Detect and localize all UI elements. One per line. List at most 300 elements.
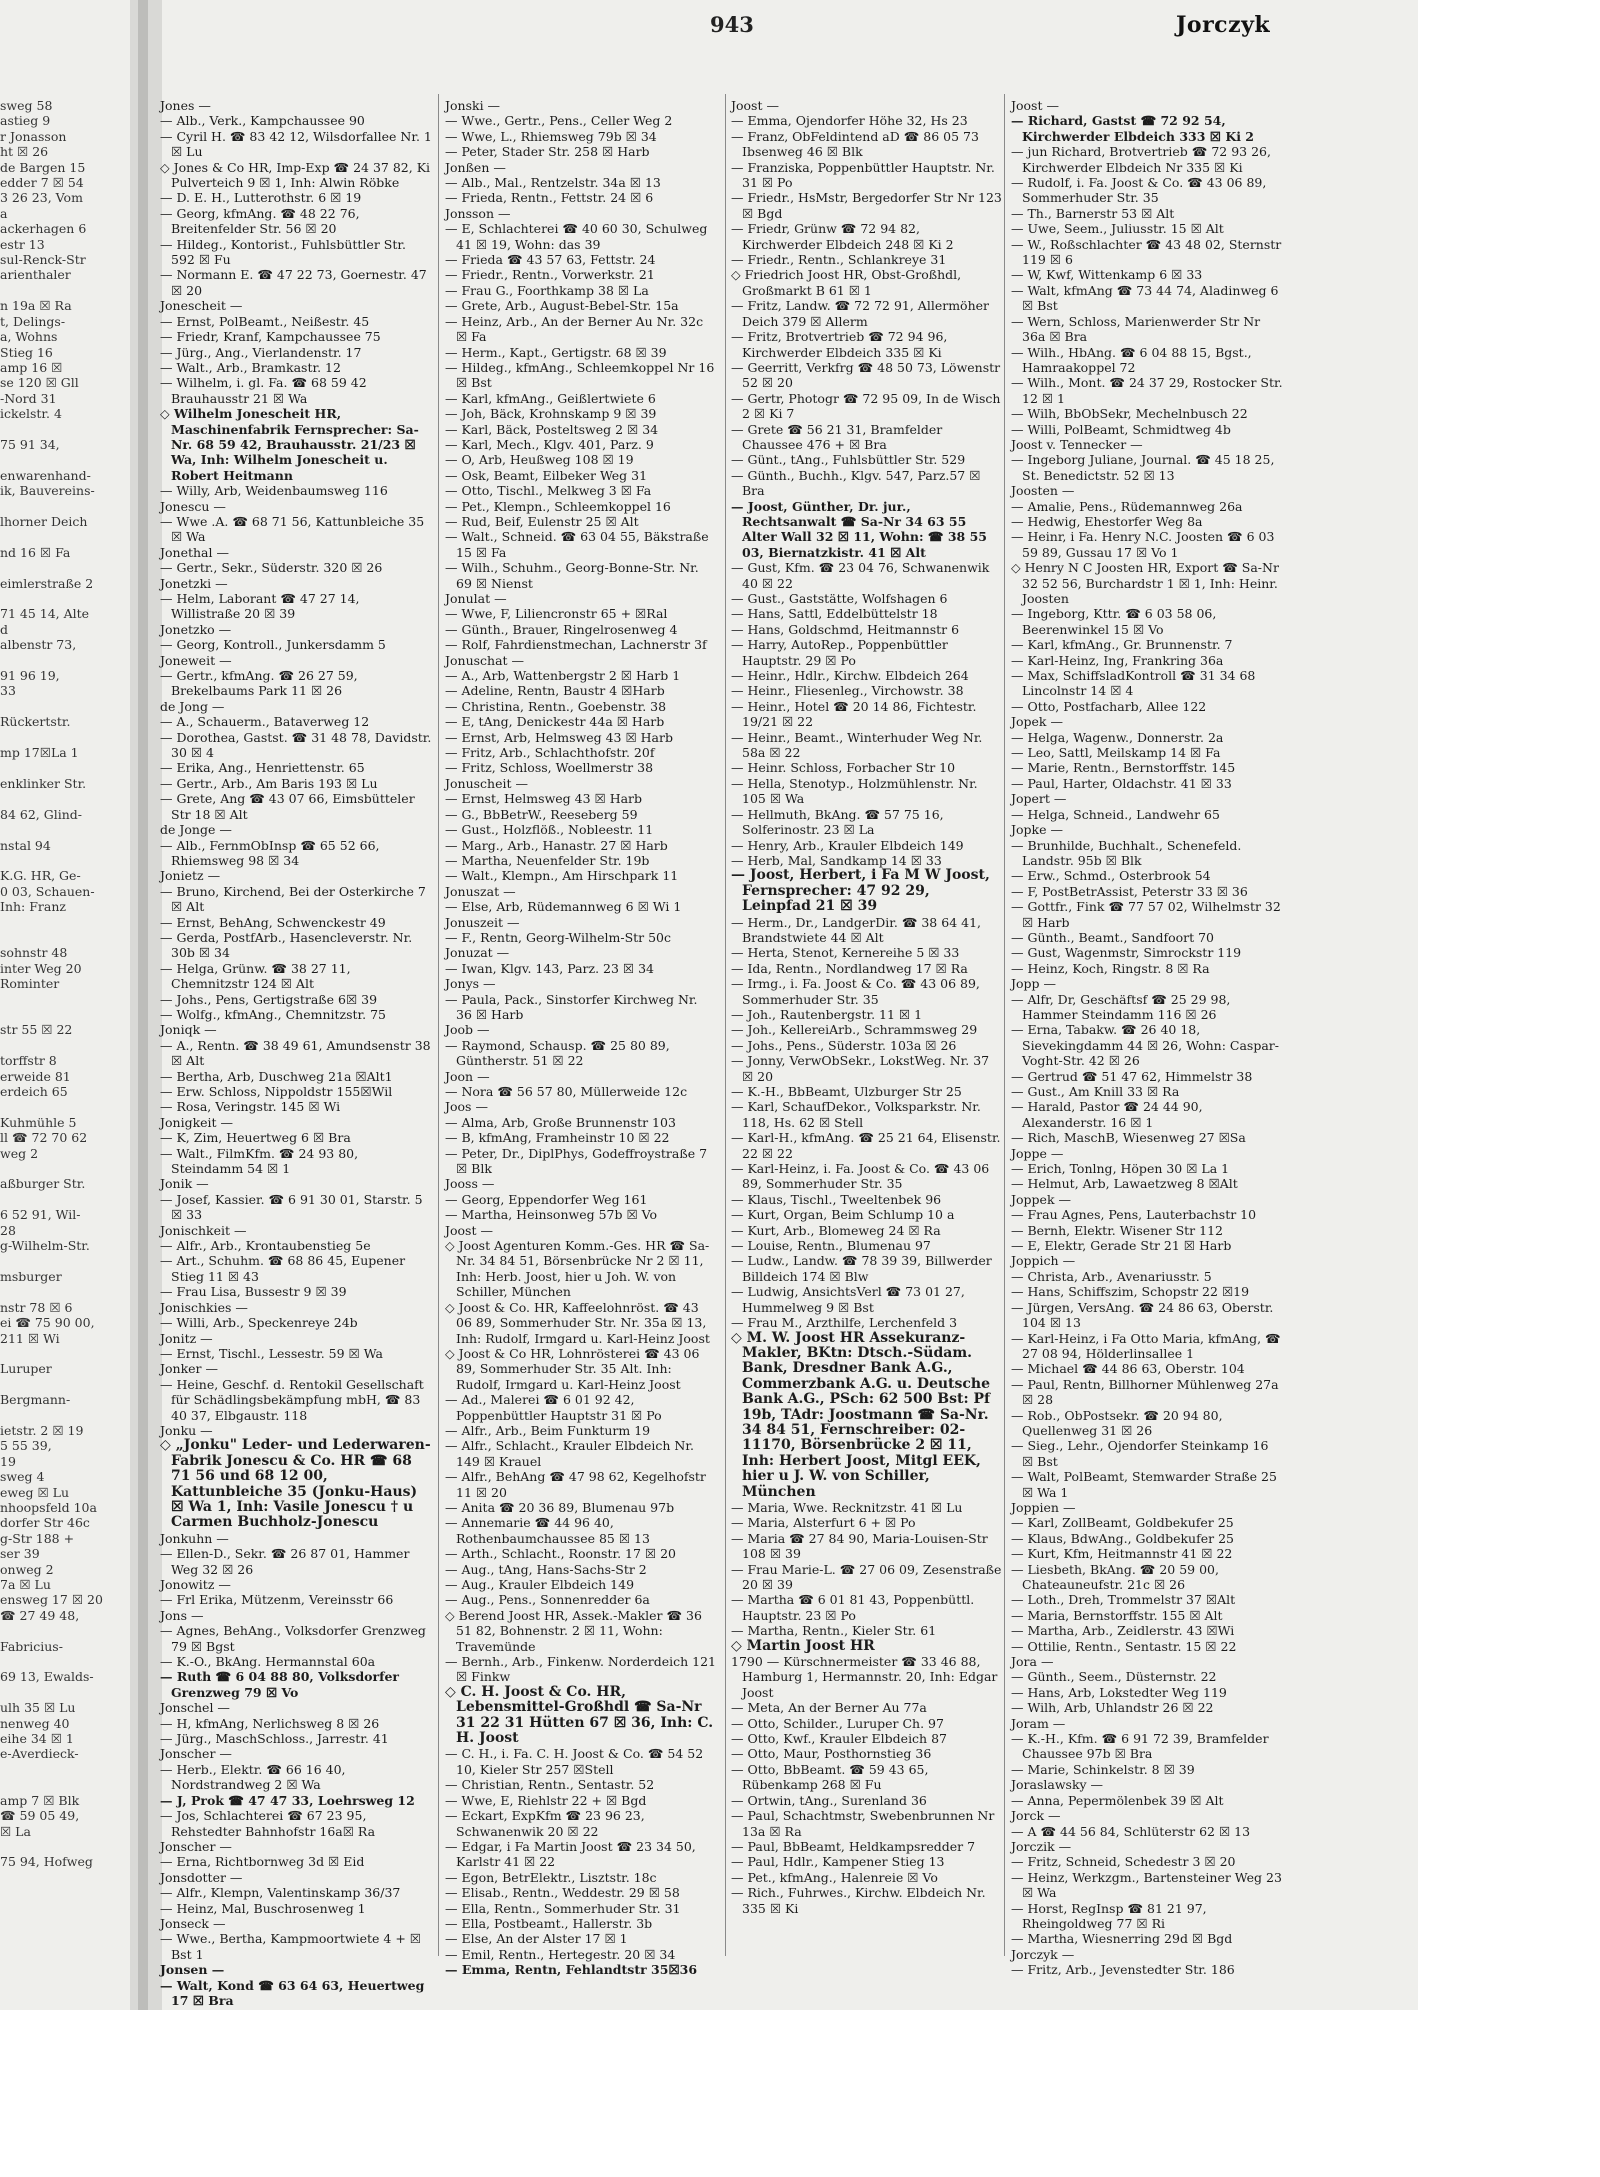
fragment-line: 71 45 14, Alte bbox=[0, 606, 90, 622]
directory-entry: — Edgar, i Fa Martin Joost ☎ 23 34 50, Karlstr 41 ☒ 22 bbox=[445, 1838, 696, 1870]
directory-entry: — Gust, Kfm. ☎ 23 04 76, Schwanenwik 40 ☒ 22 bbox=[731, 560, 990, 591]
directory-entry: ◇ Berend Joost HR, Assek.-Makler ☎ 36 51 82, Bohnenstr. 2 ☒ 11, Wohn: Travemünde bbox=[445, 1607, 702, 1654]
directory-entry: — Alfr., Arb., Beim Funkturm 19 bbox=[445, 1422, 651, 1438]
directory-entry: — Alfr., Klempn, Valentinskamp 36/37 bbox=[160, 1885, 401, 1901]
fragment-line: weg 2 bbox=[0, 1145, 39, 1161]
directory-entry: — Klaus, BdwAng., Goldbekufer 25 bbox=[1011, 1530, 1234, 1546]
directory-entry: — Marie, Schinkelstr. 8 ☒ 39 bbox=[1011, 1761, 1195, 1777]
fragment-line bbox=[0, 1623, 128, 1638]
directory-entry: — Grete, Ang ☎ 43 07 66, Eimsbütteler Str 18 ☒ Alt bbox=[160, 791, 415, 822]
directory-entry: — Amalie, Pens., Rüdemannweg 26a bbox=[1011, 498, 1243, 514]
directory-entry: Jonethal — bbox=[160, 544, 229, 560]
fragment-line: enklinker Str. bbox=[0, 775, 87, 791]
directory-entry: — Jonny, VerwObSekr., LokstWeg. Nr. 37 ☒ 20 bbox=[731, 1053, 990, 1084]
fragment-line: nstr 78 ☒ 6 bbox=[0, 1299, 73, 1315]
directory-entry: — Wilh., Mont. ☎ 24 37 29, Rostocker Str. 12 ☒ 1 bbox=[1011, 375, 1283, 406]
fragment-line: Rominter bbox=[0, 976, 60, 992]
directory-entry: — Helm, Laborant ☎ 47 27 14, Willistraße 20 ☒ 39 bbox=[160, 591, 360, 622]
directory-entry: — Normann E. ☎ 47 22 73, Goernestr. 47 ☒ 20 bbox=[160, 267, 427, 298]
directory-entry: — Else, An der Alster 17 ☒ 1 bbox=[445, 1931, 628, 1947]
directory-entry: — Heinr., Hdlr., Kirchw. Elbdeich 264 bbox=[731, 668, 969, 684]
directory-entry: — Gust, Wagenmstr, Simrockstr 119 bbox=[1011, 945, 1242, 961]
directory-entry: — Josef, Kassier. ☎ 6 91 30 01, Starstr. 5 ☒ 33 bbox=[160, 1191, 423, 1223]
directory-entry: — Joh., KellereiArb., Schrammsweg 29 bbox=[731, 1022, 978, 1038]
directory-entry: — Maria, Alsterfurt 6 + ☒ Po bbox=[731, 1515, 916, 1531]
fragment-line bbox=[0, 422, 128, 437]
directory-entry: — B, kfmAng, Framheinstr 10 ☒ 22 bbox=[445, 1130, 670, 1146]
directory-entry: — Rich, MaschB, Wiesenweg 27 ☒Sa bbox=[1011, 1130, 1246, 1146]
fragment-line: 3 26 23, Vom bbox=[0, 190, 83, 206]
directory-entry: — Wwe, L., Rhiemsweg 79b ☒ 34 bbox=[445, 128, 657, 144]
directory-entry: — Herta, Stenot, Kernereihe 5 ☒ 33 bbox=[731, 945, 960, 961]
directory-entry: — Christina, Rentn., Goebenstr. 38 bbox=[445, 698, 667, 714]
directory-entry: — Gertr., Arb., Am Baris 193 ☒ Lu bbox=[160, 775, 378, 791]
directory-entry: — Otto, BbBeamt. ☎ 59 43 65, Rübenkamp 268 ☒ Fu bbox=[731, 1761, 929, 1793]
directory-entry: — Nora ☎ 56 57 80, Müllerweide 12c bbox=[445, 1084, 688, 1099]
directory-entry: — Karl, SchaufDekor., Volksparkstr. Nr. 118, Hs. 62 ☒ Stell bbox=[731, 1099, 981, 1130]
fragment-line bbox=[0, 760, 128, 775]
directory-entry: — Fritz, Landw. ☎ 72 72 91, Allermöher Deich 379 ☒ Allerm bbox=[731, 298, 989, 329]
directory-entry: de Jonge — bbox=[160, 822, 232, 838]
directory-entry: — Ella, Postbeamt., Hallerstr. 3b bbox=[445, 1915, 653, 1931]
directory-entry: — Otto, Kwf., Krauler Elbdeich 87 bbox=[731, 1731, 947, 1747]
directory-entry: Jonßen — bbox=[445, 159, 506, 175]
directory-entry: — O, Arb, Heußweg 108 ☒ 19 bbox=[445, 452, 634, 468]
fragment-line bbox=[0, 992, 128, 1007]
directory-entry: Joob — bbox=[445, 1022, 490, 1038]
fragment-line: ackerhagen 6 bbox=[0, 221, 87, 237]
directory-entry: — Frieda ☎ 43 57 63, Fettstr. 24 bbox=[445, 252, 656, 268]
directory-entry: — Cyril H. ☎ 83 42 12, Wilsdorfallee Nr. 1 ☒ Lu bbox=[160, 128, 432, 160]
directory-entry: — Georg, Eppendorfer Weg 161 bbox=[445, 1191, 648, 1207]
directory-entry: Jorczyk — bbox=[1011, 1946, 1075, 1962]
directory-entry: — Aug., tAng, Hans-Sachs-Str 2 bbox=[445, 1561, 647, 1577]
directory-entry: Joosten — bbox=[1011, 483, 1075, 499]
directory-entry: — Herb., Elektr. ☎ 66 16 40, Nordstrandweg 2 ☒ Wa bbox=[160, 1761, 346, 1793]
directory-entry: — Heinz, Koch, Ringstr. 8 ☒ Ra bbox=[1011, 960, 1210, 976]
directory-entry: — Ernst, Tischl., Lessestr. 59 ☒ Wa bbox=[160, 1345, 383, 1361]
directory-entry: — Helmut, Arb, Lawaetzweg 8 ☒Alt bbox=[1011, 1176, 1238, 1192]
directory-entry: — A., Rentn. ☎ 38 49 61, Amundsenstr 38 ☒ Alt bbox=[160, 1037, 431, 1069]
directory-entry: Jonischkies — bbox=[160, 1299, 248, 1315]
directory-entry: — Franz, ObFeldintend aD ☎ 86 05 73 Ibsenweg 46 ☒ Blk bbox=[731, 128, 979, 160]
directory-entry: — Hedwig, Ehestorfer Weg 8a bbox=[1011, 513, 1203, 529]
directory-entry: Jopke — bbox=[1011, 822, 1063, 838]
directory-entry: 1790 — Kürschnermeister ☎ 33 46 88, Hamburg 1, Hermannstr. 20, Inh: Edgar Joost bbox=[731, 1654, 998, 1700]
fragment-line: d bbox=[0, 621, 9, 637]
directory-entry: — Kurt, Organ, Beim Schlump 10 a bbox=[731, 1207, 955, 1223]
directory-entry: Jonseck — bbox=[160, 1915, 226, 1931]
fragment-line bbox=[0, 915, 128, 930]
directory-entry: — Frau G., Foorthkamp 38 ☒ La bbox=[445, 282, 649, 298]
directory-entry: Joppich — bbox=[1011, 1253, 1076, 1269]
directory-entry: — Emma, Ojendorfer Höhe 32, Hs 23 bbox=[731, 113, 968, 129]
directory-entry: — Ernst, Helmsweg 43 ☒ Harb bbox=[445, 791, 643, 807]
directory-entry: — Wern, Schloss, Marienwerder Str Nr 36a ☒ Bra bbox=[1011, 313, 1261, 345]
fragment-line: 0 03, Schauen- bbox=[0, 883, 95, 899]
fragment-line: 33 bbox=[0, 683, 16, 699]
directory-entry: — Brunhilde, Buchhalt., Schenefeld. Landstr. 95b ☒ Blk bbox=[1011, 837, 1242, 868]
fragment-line: ☎ 27 49 48, bbox=[0, 1607, 80, 1623]
directory-entry: Jonscher — bbox=[160, 1838, 232, 1854]
fragment-line bbox=[0, 1377, 128, 1392]
fragment-line: r Jonasson bbox=[0, 128, 67, 144]
fragment-line bbox=[0, 1839, 128, 1854]
directory-entry: — Karl-Heinz, Ing, Frankring 36a bbox=[1011, 652, 1224, 668]
fragment-line: ser 39 bbox=[0, 1546, 40, 1562]
directory-entry: ◇ Joost & Co. HR, Kaffeelohnröst. ☎ 43 06 89, Sommerhuder Str. Nr. 35a ☒ 13, Inh: Rudolf, Irmgard u. Karl-Heinz Joost bbox=[445, 1299, 710, 1346]
directory-entry: — Annemarie ☎ 44 96 40, Rothenbaumchaussee 85 ☒ 13 bbox=[445, 1515, 650, 1546]
directory-entry: — Paul, Schachtmstr, Swebenbrunnen Nr 13a ☒ Ra bbox=[731, 1808, 995, 1839]
directory-entry: Joost v. Tennecker — bbox=[1011, 436, 1143, 452]
fragment-line: ☒ La bbox=[0, 1823, 31, 1839]
fragment-line bbox=[0, 1654, 128, 1669]
directory-entry: de Jong — bbox=[160, 698, 225, 714]
directory-entry: — Gust., Am Knill 33 ☒ Ra bbox=[1011, 1084, 1180, 1099]
directory-entry: — Rob., ObPostsekr. ☎ 20 94 80, Quellenweg 31 ☒ 26 bbox=[1011, 1407, 1223, 1438]
fragment-line bbox=[0, 1099, 128, 1114]
fragment-line: torffstr 8 bbox=[0, 1053, 57, 1069]
directory-entry: — Ingeborg Juliane, Journal. ☎ 45 18 25, St. Benedictstr. 52 ☒ 13 bbox=[1011, 452, 1275, 483]
fragment-line: 19 bbox=[0, 1453, 16, 1469]
directory-entry: Joraslawsky — bbox=[1011, 1777, 1104, 1793]
directory-entry: — W., Roßschlachter ☎ 43 48 02, Sternstr 119 ☒ 6 bbox=[1011, 236, 1282, 268]
directory-entry: — Grete ☎ 56 21 31, Bramfelder Chaussee 476 + ☒ Bra bbox=[731, 421, 943, 452]
fragment-line bbox=[0, 1007, 128, 1022]
fragment-line: erweide 81 bbox=[0, 1068, 71, 1084]
directory-entry: — Richard, Gastst ☎ 72 92 54, Kirchwerder Elbdeich 333 ☒ Ki 2 bbox=[1011, 113, 1255, 144]
directory-entry: Joppien — bbox=[1011, 1499, 1076, 1515]
directory-entry: Jonik — bbox=[160, 1176, 209, 1192]
fragment-line: eihe 34 ☒ 1 bbox=[0, 1731, 74, 1747]
directory-entry: — Henry, Arb., Krauler Elbdeich 149 bbox=[731, 837, 964, 853]
directory-entry: — Alma, Arb, Große Brunnenstr 103 bbox=[445, 1114, 676, 1130]
fragment-line bbox=[0, 853, 128, 868]
directory-entry: Jonescheit — bbox=[160, 298, 243, 314]
directory-entry: — Karl, kfmAng., Geißlertwiete 6 bbox=[445, 390, 656, 406]
fragment-line: lhorner Deich bbox=[0, 513, 88, 529]
directory-entry: — Meta, An der Berner Au 77a bbox=[731, 1700, 927, 1716]
directory-entry: — Osk, Beamt, Eilbeker Weg 31 bbox=[445, 467, 648, 483]
directory-column-1 bbox=[160, 98, 432, 2008]
directory-entry: Jooss — bbox=[445, 1176, 495, 1192]
directory-entry: — Jos, Schlachterei ☎ 67 23 95, Rehstedter Bahnhofstr 16a☒ Ra bbox=[160, 1808, 376, 1839]
directory-entry: — Kurt, Kfm, Heitmannstr 41 ☒ 22 bbox=[1011, 1546, 1233, 1562]
directory-entry: — Harald, Pastor ☎ 24 44 90, Alexanderstr. 16 ☒ 1 bbox=[1011, 1099, 1203, 1130]
directory-entry: — Erna, Tabakw. ☎ 26 40 18, Sievekingdamm 44 ☒ 26, Wohn: Caspar-Voght-Str. 42 ☒ 26 bbox=[1011, 1022, 1279, 1069]
fragment-line: se 120 ☒ Gll bbox=[0, 375, 79, 391]
directory-entry: — Peter, Dr., DiplPhys, Godeffroystraße 7 ☒ Blk bbox=[445, 1145, 708, 1177]
fragment-line: 75 94, Hofweg bbox=[0, 1854, 93, 1870]
directory-entry: — Heinr., Beamt., Winterhuder Weg Nr. 58a ☒ 22 bbox=[731, 729, 983, 761]
directory-entry: ◇ Joost Agenturen Komm.-Ges. HR ☎ Sa-Nr. 34 84 51, Börsenbrücke Nr 2 ☒ 11, Inh: Herb. Joost, hier u Joh. W. von Schiller, München bbox=[445, 1238, 710, 1300]
directory-entry: ◇ Henry N C Joosten HR, Export ☎ Sa-Nr 32 52 56, Burchardstr 1 ☒ 1, Inh: Heinr. Joosten bbox=[1011, 560, 1279, 606]
directory-entry: — Paula, Pack., Sinstorfer Kirchweg Nr. 36 ☒ Harb bbox=[445, 991, 698, 1022]
directory-entry: Jonuszeit — bbox=[445, 914, 520, 930]
directory-entry: — Maria, Wwe. Recknitzstr. 41 ☒ Lu bbox=[731, 1499, 963, 1515]
directory-entry: — Herm., Dr., LandgerDir. ☎ 38 64 41, Brandstwiete 44 ☒ Alt bbox=[731, 914, 981, 945]
directory-entry: Jonuscheit — bbox=[445, 775, 528, 791]
fragment-line: Inh: Franz bbox=[0, 899, 66, 915]
directory-entry: — Harry, AutoRep., Poppenbüttler Hauptstr. 29 ☒ Po bbox=[731, 637, 948, 668]
fragment-line: sweg 4 bbox=[0, 1469, 45, 1485]
directory-entry: — Ellen-D., Sekr. ☎ 26 87 01, Hammer Weg 32 ☒ 26 bbox=[160, 1546, 410, 1577]
directory-entry: — Louise, Rentn., Blumenau 97 bbox=[731, 1238, 931, 1254]
directory-entry: — Ida, Rentn., Nordlandweg 17 ☒ Ra bbox=[731, 960, 968, 976]
directory-entry: — A., Schauerm., Bataverweg 12 bbox=[160, 714, 370, 730]
directory-entry: — Walt, PolBeamt, Stemwarder Straße 25 ☒ Wa 1 bbox=[1011, 1469, 1277, 1500]
fragment-line: inter Weg 20 bbox=[0, 960, 82, 976]
directory-entry: — Günth., Brauer, Ringelrosenweg 4 bbox=[445, 621, 678, 637]
directory-entry: — Johs., Pens, Gertigstraße 6☒ 39 bbox=[160, 991, 378, 1007]
directory-entry: Jonys — bbox=[445, 976, 496, 992]
directory-entry: — Georg, kfmAng. ☎ 48 22 76, Breitenfelder Str. 56 ☒ 20 bbox=[160, 205, 360, 237]
directory-entry: — Christa, Arb., Avenariusstr. 5 bbox=[1011, 1268, 1212, 1284]
directory-entry: ◇ „Jonku" Leder- und Lederwaren-Fabrik Jonescu & Co. HR ☎ 68 71 56 und 68 12 00, Kattunbleiche 35 (Jonku-Haus) ☒ Wa 1, Inh: Vasile Jonescu † u Carmen Buchholz-Jonescu bbox=[160, 1437, 431, 1531]
directory-entry: — K, Zim, Heuertweg 6 ☒ Bra bbox=[160, 1130, 351, 1146]
directory-entry: Jonker — bbox=[160, 1361, 219, 1377]
fragment-line: nd 16 ☒ Fa bbox=[0, 544, 71, 560]
directory-entry: — Eckart, ExpKfm ☎ 23 96 23, Schwanenwik 20 ☒ 22 bbox=[445, 1808, 645, 1839]
directory-entry: — Paul, Harter, Oldachstr. 41 ☒ 33 bbox=[1011, 775, 1232, 791]
directory-entry: — Fritz, Brotvertrieb ☎ 72 94 96, Kirchwerder Elbdeich 335 ☒ Ki bbox=[731, 329, 948, 360]
directory-entry: Jonetzko — bbox=[160, 621, 232, 637]
directory-entry: — Alb., Mal., Rentzelstr. 34a ☒ 13 bbox=[445, 175, 661, 191]
directory-entry: — Bernh, Elektr. Wisener Str 112 bbox=[1011, 1222, 1223, 1238]
directory-entry: — Helga, Wagenw., Donnerstr. 2a bbox=[1011, 729, 1224, 745]
directory-entry: — Willy, Arb, Weidenbaumsweg 116 bbox=[160, 483, 388, 499]
directory-entry: — Erika, Ang., Henriettenstr. 65 bbox=[160, 760, 365, 776]
fragment-line: ei ☎ 75 90 00, bbox=[0, 1315, 95, 1331]
directory-entry: — Hella, Stenotyp., Holzmühlenstr. Nr. 105 ☒ Wa bbox=[731, 775, 978, 807]
directory-entry: Joos — bbox=[445, 1099, 488, 1115]
directory-entry: — H, kfmAng, Nerlichsweg 8 ☒ 26 bbox=[160, 1715, 380, 1731]
fragment-line: Bergmann- bbox=[0, 1392, 71, 1408]
directory-entry: — Wolfg., kfmAng., Chemnitzstr. 75 bbox=[160, 1006, 387, 1022]
fragment-line bbox=[0, 591, 128, 606]
column-rule bbox=[1004, 94, 1005, 1956]
directory-entry: — Wwe, F, Liliencronstr 65 + ☒Ral bbox=[445, 606, 668, 622]
directory-entry: — Adeline, Rentn, Baustr 4 ☒Harb bbox=[445, 683, 665, 699]
fragment-line bbox=[0, 822, 128, 837]
fragment-line bbox=[0, 1284, 128, 1299]
directory-entry: — Max, SchiffsladKontroll ☎ 31 34 68 Lincolnstr 14 ☒ 4 bbox=[1011, 668, 1256, 699]
directory-entry: — Gottfr., Fink ☎ 77 57 02, Wilhelmstr 32 ☒ Harb bbox=[1011, 899, 1281, 930]
directory-entry: — Wilh, Arb, Uhlandstr 26 ☒ 22 bbox=[1011, 1700, 1214, 1716]
directory-entry: — Bruno, Kirchend, Bei der Osterkirche 7 ☒ Alt bbox=[160, 883, 426, 915]
directory-entry: — G., BbBetrW., Reeseberg 59 bbox=[445, 806, 638, 822]
directory-entry: — Frau M., Arzthilfe, Lerchenfeld 3 bbox=[731, 1315, 958, 1331]
fragment-line bbox=[0, 529, 128, 544]
fragment-line: 69 13, Ewalds- bbox=[0, 1669, 94, 1685]
fragment-line bbox=[0, 730, 128, 745]
directory-entry: — Gertr, Photogr ☎ 72 95 09, In de Wisch 2 ☒ Ki 7 bbox=[731, 390, 1001, 422]
directory-entry: Jonowitz — bbox=[160, 1577, 231, 1592]
fragment-line: eimlerstraße 2 bbox=[0, 575, 94, 591]
fragment-line: t, Delings- bbox=[0, 313, 66, 329]
fragment-line bbox=[0, 1762, 128, 1777]
directory-entry: — Walt., Schneid. ☎ 63 04 55, Bäkstraße 15 ☒ Fa bbox=[445, 529, 709, 560]
directory-column-4 bbox=[1011, 98, 1283, 1978]
directory-column-3 bbox=[731, 98, 1003, 1958]
fragment-line: nhoopsfeld 10a bbox=[0, 1499, 97, 1515]
directory-entry: Jonuszat — bbox=[445, 883, 516, 899]
directory-entry: — Arth., Schlacht., Roonstr. 17 ☒ 20 bbox=[445, 1546, 676, 1562]
fragment-line bbox=[0, 452, 128, 467]
directory-entry: — Maria ☎ 27 84 90, Maria-Louisen-Str 108 ☒ 39 bbox=[731, 1530, 988, 1562]
directory-entry: — Aug., Krauler Elbdeich 149 bbox=[445, 1577, 635, 1592]
directory-entry: — Gerda, PostfArb., Hasencleverstr. Nr. 30b ☒ 34 bbox=[160, 929, 413, 961]
directory-entry: — Otto, Schilder., Luruper Ch. 97 bbox=[731, 1715, 944, 1731]
directory-entry: Jonescu — bbox=[160, 498, 226, 514]
fragment-line: 6 52 91, Wil- bbox=[0, 1207, 81, 1223]
directory-entry: — Else, Arb, Rüdemannweg 6 ☒ Wi 1 bbox=[445, 899, 682, 915]
directory-entry: — Heinr, i Fa. Henry N.C. Joosten ☎ 6 03 59 89, Gussau 17 ☒ Vo 1 bbox=[1011, 529, 1275, 560]
directory-entry: Jones — bbox=[160, 98, 211, 113]
fragment-line: msburger bbox=[0, 1268, 62, 1284]
directory-entry: — Raymond, Schausp. ☎ 25 80 89, Güntherstr. 51 ☒ 22 bbox=[445, 1037, 670, 1069]
directory-entry: — Karl-Heinz, i Fa Otto Maria, kfmAng, ☎ 27 08 94, Hölderlinsallee 1 bbox=[1011, 1330, 1281, 1361]
directory-entry: Joost — bbox=[731, 98, 779, 113]
directory-entry: — Jürgen, VersAng. ☎ 24 86 63, Oberstr. 104 ☒ 13 bbox=[1011, 1299, 1274, 1331]
fragment-line bbox=[0, 1346, 128, 1361]
fragment-line: sohnstr 48 bbox=[0, 945, 68, 961]
directory-entry: — Friedr, Kranf, Kampchaussee 75 bbox=[160, 329, 381, 345]
directory-entry: — Fritz, Schneid, Schedestr 3 ☒ 20 bbox=[1011, 1854, 1236, 1870]
directory-entry: — Geerritt, Verkfrg ☎ 48 50 73, Löwenstr 52 ☒ 20 bbox=[731, 359, 1001, 391]
column-rule bbox=[725, 94, 726, 1956]
column-rule bbox=[438, 94, 439, 1956]
directory-entry: — Erich, Tonlng, Höpen 30 ☒ La 1 bbox=[1011, 1161, 1230, 1177]
directory-entry: — Th., Barnerstr 53 ☒ Alt bbox=[1011, 205, 1175, 221]
page-number: 943 bbox=[710, 12, 754, 37]
directory-entry: — Frl Erika, Mützenm, Vereinsstr 66 bbox=[160, 1592, 394, 1608]
directory-entry: — Iwan, Klgv. 143, Parz. 23 ☒ 34 bbox=[445, 960, 655, 976]
fragment-line: 5 55 39, bbox=[0, 1438, 52, 1454]
directory-entry: — Joh., Rautenbergstr. 11 ☒ 1 bbox=[731, 1006, 923, 1022]
directory-entry: — Ortwin, tAng., Surenland 36 bbox=[731, 1792, 927, 1808]
fragment-line bbox=[0, 1161, 128, 1176]
directory-entry: — Heinr. Schloss, Forbacher Str 10 bbox=[731, 760, 956, 776]
directory-entry: — Willi, PolBeamt, Schmidtweg 4b bbox=[1011, 421, 1231, 437]
directory-entry: ◇ Joost & Co HR, Lohnrösterei ☎ 43 06 89, Sommerhuder Str. 35 Alt. Inh: Rudolf, Irmgard u. Karl-Heinz Joost bbox=[445, 1345, 700, 1392]
fragment-line: str 55 ☒ 22 bbox=[0, 1022, 73, 1038]
fragment-line: erdeich 65 bbox=[0, 1084, 68, 1099]
directory-entry: — Emma, Rentn, Fehlandtstr 35☒36 bbox=[445, 1962, 698, 1978]
directory-entry: — Hans, Sattl, Eddelbüttelstr 18 bbox=[731, 606, 938, 622]
directory-entry: — Michael ☎ 44 86 63, Oberstr. 104 bbox=[1011, 1361, 1245, 1377]
directory-entry: — E, tAng, Denickestr 44a ☒ Harb bbox=[445, 714, 665, 730]
directory-entry: — Frau Marie-L. ☎ 27 06 09, Zesenstraße 20 ☒ 39 bbox=[731, 1561, 1002, 1592]
directory-entry: — Klaus, Tischl., Tweeltenbek 96 bbox=[731, 1191, 942, 1207]
directory-entry: Joram — bbox=[1011, 1715, 1066, 1731]
directory-entry: — Fritz, Arb., Schlachthofstr. 20f bbox=[445, 745, 655, 761]
directory-entry: — Helga, Schneid., Landwehr 65 bbox=[1011, 806, 1220, 822]
directory-entry: — Horst, RegInsp ☎ 81 21 97, Rheingoldweg 77 ☒ Ri bbox=[1011, 1900, 1207, 1931]
directory-column-2 bbox=[445, 98, 717, 1978]
directory-entry: — Loth., Dreh, Trommelstr 37 ☒Alt bbox=[1011, 1592, 1236, 1608]
fragment-line: 84 62, Glind- bbox=[0, 806, 82, 822]
directory-entry: — Marg., Arb., Hanastr. 27 ☒ Harb bbox=[445, 837, 668, 853]
directory-entry: ◇ Friedrich Joost HR, Obst-Großhdl, Großmarkt B 61 ☒ 1 bbox=[731, 267, 962, 298]
directory-entry: — Erw., Schmd., Osterbrook 54 bbox=[1011, 868, 1211, 884]
directory-entry: — Ernst, PolBeamt., Neißestr. 45 bbox=[160, 313, 370, 329]
fragment-line: -Nord 31 bbox=[0, 390, 57, 406]
directory-entry: — Hans, Schiffszim, Schopstr 22 ☒19 bbox=[1011, 1284, 1250, 1300]
directory-entry: — E, Schlachterei ☎ 40 60 30, Schulweg 41 ☒ 19, Wohn: das 39 bbox=[445, 221, 708, 252]
directory-entry: — Fritz, Arb., Jevenstedter Str. 186 bbox=[1011, 1962, 1235, 1978]
fragment-line: a bbox=[0, 205, 8, 221]
directory-entry: — Paul, Hdlr., Kampener Stieg 13 bbox=[731, 1854, 945, 1870]
fragment-line: g-Wilhelm-Str. bbox=[0, 1238, 90, 1254]
directory-entry: — Art., Schuhm. ☎ 68 86 45, Eupener Stieg 11 ☒ 43 bbox=[160, 1253, 406, 1284]
directory-entry: — Wilhelm, i. gl. Fa. ☎ 68 59 42 Brauhausstr 21 ☒ Wa bbox=[160, 375, 367, 406]
directory-entry: — A ☎ 44 56 84, Schlüterstr 62 ☒ 13 bbox=[1011, 1823, 1251, 1839]
fragment-line: a, Wohns bbox=[0, 329, 58, 345]
directory-entry: — Gust., Holzflöß., Nobleestr. 11 bbox=[445, 822, 654, 838]
fragment-line: 91 96 19, bbox=[0, 668, 60, 684]
fragment-line bbox=[0, 1192, 128, 1207]
directory-entry: — Heinz, Arb., An der Berner Au Nr. 32c ☒ Fa bbox=[445, 313, 704, 345]
fragment-line bbox=[0, 791, 128, 806]
fragment-line: amp 7 ☒ Blk bbox=[0, 1792, 80, 1808]
directory-entry: — A., Arb, Wattenbergstr 2 ☒ Harb 1 bbox=[445, 668, 681, 684]
directory-entry: — Joost, Herbert, i Fa M W Joost, Fernsprecher: 47 92 29, Leinpfad 21 ☒ 39 bbox=[731, 867, 990, 915]
fragment-line bbox=[0, 283, 128, 298]
directory-entry: — Ella, Rentn., Sommerhuder Str. 31 bbox=[445, 1900, 681, 1916]
fragment-line: ll ☎ 72 70 62 bbox=[0, 1130, 88, 1146]
directory-entry: — Hans, Goldschmd, Heitmannstr 6 bbox=[731, 621, 960, 637]
directory-entry: Jonsson — bbox=[445, 205, 511, 221]
fragment-line: 28 bbox=[0, 1222, 16, 1238]
fragment-line bbox=[0, 930, 128, 945]
directory-entry: — Wwe, E, Riehlstr 22 + ☒ Bgd bbox=[445, 1792, 647, 1808]
directory-entry: — F, PostBetrAssist, Peterstr 33 ☒ 36 bbox=[1011, 883, 1248, 899]
fragment-line: ensweg 17 ☒ 20 bbox=[0, 1592, 103, 1608]
fragment-line: g-Str 188 + bbox=[0, 1530, 75, 1546]
directory-entry: — Günth., Buchh., Klgv. 547, Parz.57 ☒ Bra bbox=[731, 467, 981, 499]
fragment-line bbox=[0, 1408, 128, 1423]
directory-entry: — Rosa, Veringstr. 145 ☒ Wi bbox=[160, 1099, 341, 1115]
directory-entry: — Fritz, Schloss, Woellmerstr 38 bbox=[445, 760, 654, 776]
fragment-line bbox=[0, 699, 128, 714]
fragment-line: estr 13 bbox=[0, 236, 45, 252]
directory-entry: — Georg, Kontroll., Junkersdamm 5 bbox=[160, 637, 386, 653]
fragment-line bbox=[0, 1777, 128, 1792]
directory-entry: — Jürg., Ang., Vierlandenstr. 17 bbox=[160, 344, 362, 360]
directory-entry: — Egon, BetrElektr., Lisztstr. 18c bbox=[445, 1869, 657, 1885]
fragment-line: sul-Renck-Str bbox=[0, 252, 86, 268]
fragment-line: Fabricius- bbox=[0, 1638, 63, 1654]
directory-entry: Joppek — bbox=[1011, 1191, 1071, 1207]
directory-entry: — Martha, Rentn., Kieler Str. 61 bbox=[731, 1623, 937, 1639]
directory-entry: — Ernst, Arb, Helmsweg 43 ☒ Harb bbox=[445, 729, 673, 745]
directory-entry: — Marie, Rentn., Bernstorffstr. 145 bbox=[1011, 760, 1236, 776]
directory-entry: — Karl, ZollBeamt, Goldbekufer 25 bbox=[1011, 1515, 1234, 1531]
directory-entry: Jorck — bbox=[1011, 1808, 1061, 1824]
fragment-line: arienthaler bbox=[0, 267, 71, 283]
directory-entry: — Peter, Stader Str. 258 ☒ Harb bbox=[445, 144, 650, 160]
fragment-line: nstal 94 bbox=[0, 837, 51, 853]
fragment-line bbox=[0, 1253, 128, 1268]
directory-entry: — Johs., Pens., Süderstr. 103a ☒ 26 bbox=[731, 1037, 957, 1053]
directory-entry: — Wwe., Gertr., Pens., Celler Weg 2 bbox=[445, 113, 673, 129]
directory-entry: — Günth., Seem., Düsternstr. 22 bbox=[1011, 1669, 1217, 1685]
directory-entry: — Rolf, Fahrdienstmechan, Lachnerstr 3f bbox=[445, 637, 707, 653]
fragment-line bbox=[0, 653, 128, 668]
directory-entry: Jora — bbox=[1011, 1654, 1054, 1670]
directory-entry: Jonischkeit — bbox=[160, 1222, 247, 1238]
